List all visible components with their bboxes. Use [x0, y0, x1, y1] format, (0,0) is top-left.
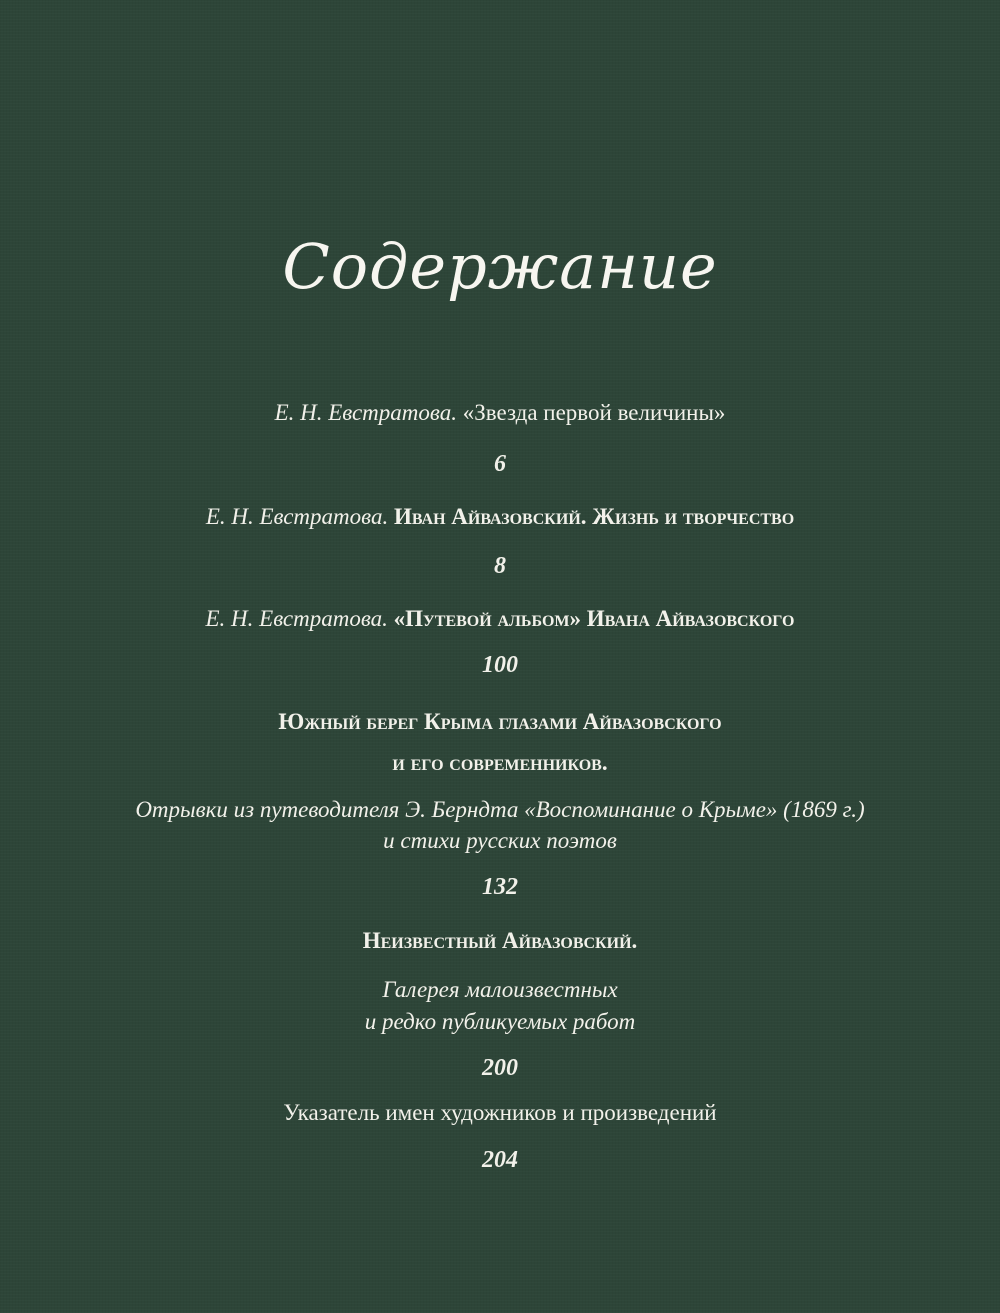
toc-entry-5-page: 200: [482, 1055, 518, 1081]
toc-entry-3-page: 100: [482, 652, 518, 678]
toc-entry-4-subtitle-2: и стихи русских поэтов: [383, 828, 617, 853]
entry-author: Е. Н. Евстратова.: [205, 504, 389, 529]
toc-entry-1-page: 6: [494, 451, 506, 477]
toc-entry-4-heading-2: и его современников.: [392, 750, 608, 775]
toc-entry-5-heading: Неизвестный Айвазовский.: [362, 928, 638, 953]
entry-title: «Путевой альбом» Ивана Айвазовского: [393, 606, 795, 631]
entry-author: Е. Н. Евстратова.: [205, 606, 388, 631]
toc-entry-6-page: 204: [482, 1147, 518, 1173]
entry-title: Иван Айвазовский. Жизнь и творчество: [393, 504, 795, 529]
toc-entry-2: [0, 502, 1000, 532]
toc-entry-5-subtitle-1: Галерея малоизвестных: [382, 977, 618, 1002]
toc-entry-6: Указатель имен художников и произведений: [283, 1100, 717, 1125]
toc-entry-3: [0, 604, 1000, 634]
toc-entry-4-subtitle-1: Отрывки из путеводителя Э. Берндта «Воспоминание о Крыме» (1869 г.): [135, 797, 865, 822]
entry-author: Е. Н. Евстратова.: [274, 400, 457, 425]
toc-entry-2-page: 8: [494, 553, 506, 579]
entry-title: «Звезда первой величины»: [462, 400, 726, 425]
toc-entry-1: [0, 398, 1000, 428]
toc-entry-4-heading-1: Южный берег Крыма глазами Айвазовского: [278, 709, 722, 734]
toc-entry-5-subtitle-2: и редко публикуемых работ: [364, 1009, 636, 1034]
toc-entry-4-page: 132: [482, 874, 518, 900]
page-title: Содержание: [282, 230, 718, 303]
